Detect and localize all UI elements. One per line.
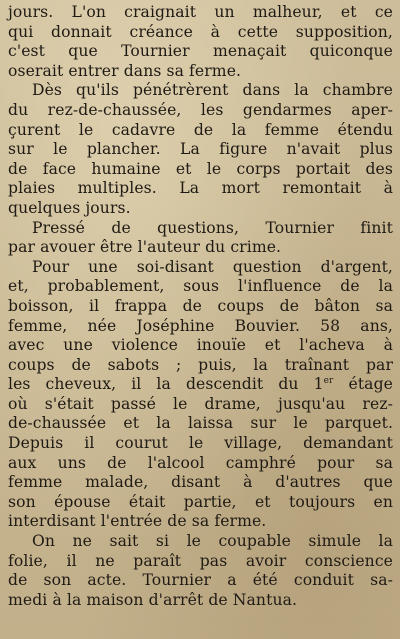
text-line: plaies multiples. La mort remontait à: [8, 179, 393, 198]
text-line: qui donnait créance à cette supposition,: [8, 22, 393, 41]
text-line: interdisant l'entrée de sa ferme.: [8, 512, 267, 531]
text-line: Pressé de questions, Tournier finit: [32, 218, 393, 237]
text-line: sur le plancher. La figure n'avait plus: [8, 140, 393, 159]
text-line: c'est que Tournier menaçait quiconque: [8, 42, 393, 61]
text-line: femme, née Joséphine Bouvier. 58 ans,: [8, 316, 393, 335]
paragraph-5: [8, 532, 393, 610]
text-line: du rez-de-chaussée, les gendarmes aper-: [8, 100, 393, 119]
text-fragment: étage: [333, 375, 393, 394]
text-line: de-chaussée et la laissa sur le parquet.: [8, 414, 393, 433]
text-fragment: les cheveux, il la descendit du 1: [8, 375, 324, 394]
text-line: Dès qu'ils pénétrèrent dans la chambre: [32, 81, 393, 100]
text-line: de face humaine et le corps portait des: [8, 159, 393, 178]
text-line: Pour une soi-disant question d'argent,: [32, 257, 393, 276]
text-line: coups de sabots ; puis, la traînant par: [8, 355, 393, 374]
paragraph-1: [8, 3, 393, 81]
text-line: par avouer être l'auteur du crime.: [8, 238, 282, 257]
paragraph-4: [8, 258, 393, 532]
text-line: folie, il ne paraît pas avoir conscience: [8, 551, 393, 570]
text-line: oserait entrer dans sa ferme.: [8, 61, 242, 80]
text-line: çurent le cadavre de la femme étendu: [8, 120, 393, 139]
text-line: où s'était passé le drame, jusqu'au rez-: [8, 394, 393, 413]
article-text: [8, 3, 393, 610]
text-line: Depuis il courut le village, demandant: [8, 434, 393, 453]
text-line: de son acte. Tournier a été conduit sa-: [8, 571, 393, 590]
paragraph-2: [8, 81, 393, 218]
text-line: On ne sait si le coupable simule la: [32, 532, 393, 551]
superscript: er: [323, 376, 334, 387]
text-line: aux uns de l'alcool camphré pour sa: [8, 453, 393, 472]
text-line: et, probablement, sous l'influence de la: [8, 277, 393, 296]
text-line: quelques jours.: [8, 198, 131, 217]
text-line: boisson, il frappa de coups de bâton sa: [8, 296, 393, 315]
text-line: avec une violence inouïe et l'acheva à: [8, 336, 393, 355]
text-line: femme malade, disant à d'autres que: [8, 473, 393, 492]
text-line: jours. L'on craignait un malheur, et ce: [8, 3, 393, 21]
text-line-with-superscript: [8, 375, 393, 395]
text-line: son épouse était partie, et toujours en: [8, 492, 393, 511]
paragraph-3: [8, 219, 393, 258]
text-line: medi à la maison d'arrêt de Nantua.: [8, 590, 298, 609]
